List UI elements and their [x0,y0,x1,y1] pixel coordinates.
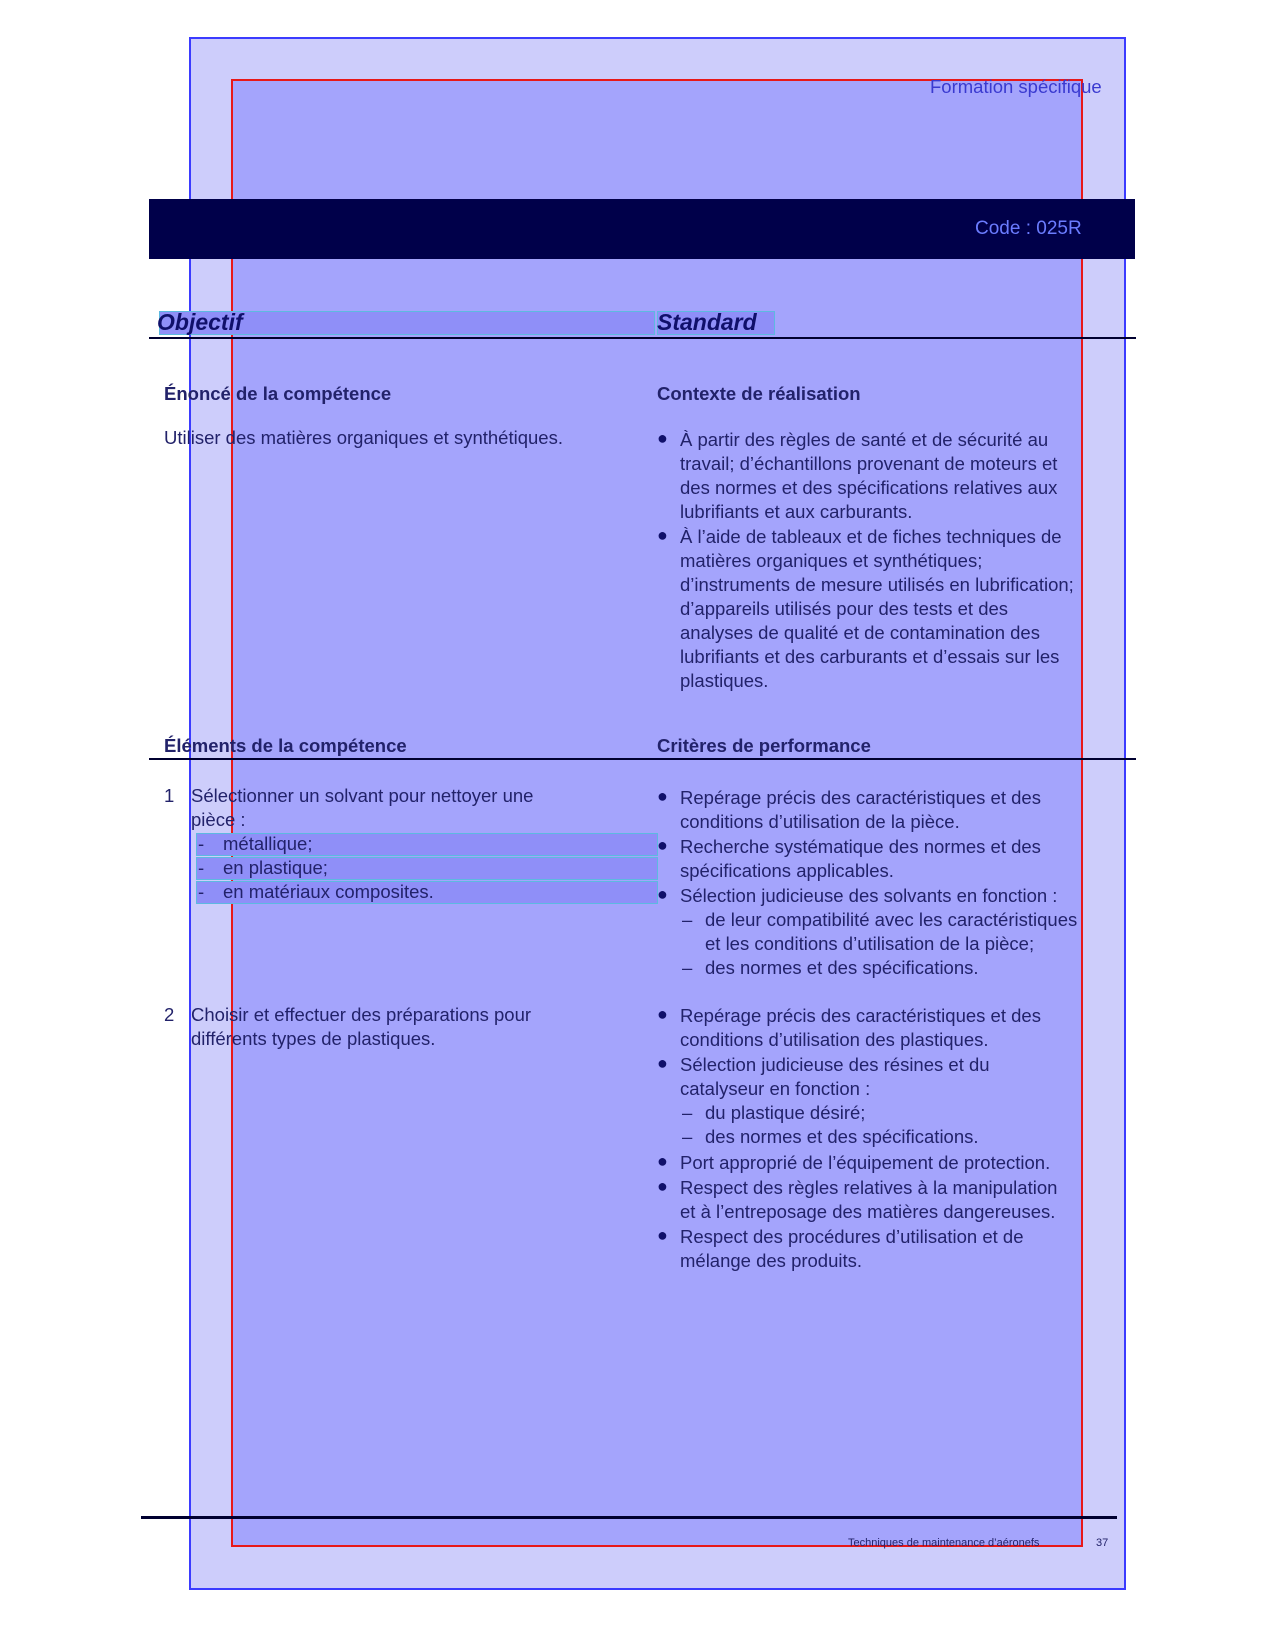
criteria-line: spécifications applicables. [680,860,894,881]
criteria-line: Sélection judicieuse des résines et du [680,1054,990,1075]
bullet-icon: ● [657,1225,668,1245]
criteria-line: Respect des procédures d’utilisation et de [680,1226,1024,1247]
criteres-heading: Critères de performance [657,735,871,756]
bullet-icon: ● [657,525,668,545]
criteria-line: catalyseur en fonction : [680,1078,871,1099]
objectif-title: Objectif [157,309,243,335]
dash-icon: – [682,1102,693,1123]
bullet-icon: ● [657,884,668,904]
element-text: pièce : [191,809,246,830]
contexte-line: lubrifiants et aux carburants. [680,501,913,522]
standard-title: Standard [657,309,757,335]
rule-elements [149,758,1136,760]
contexte-line: matières organiques et synthétiques; [680,550,983,571]
contexte-line: d’appareils utilisés pour des tests et des [680,598,1009,619]
dash-icon: - [198,833,205,854]
criteria-line: Repérage précis des caractéristiques et des [680,787,1041,808]
dash-icon: - [198,857,205,878]
dash-icon: – [682,957,693,978]
criteria-subline: de leur compatibilité avec les caractéristiques [705,909,1078,930]
contexte-line: lubrifiants et des carburants et d’essais sur les [680,646,1060,667]
bullet-icon: ● [657,1004,668,1024]
criteria-subline: des normes et des spécifications. [705,1126,979,1147]
element-subitem: en matériaux composites. [223,881,434,902]
element-number: 1 [164,785,175,806]
contexte-line: d’instruments de mesure utilisés en lubrification; [680,574,1074,595]
criteria-line: Recherche systématique des normes et des [680,836,1041,857]
section-label: Formation spécifique [930,76,1102,97]
program-code: Code : 025R [975,218,1082,239]
contexte-line: À l’aide de tableaux et de fiches techniques de [680,526,1062,547]
element-text: Choisir et effectuer des préparations pour [191,1004,532,1025]
enonce-heading: Énoncé de la compétence [164,383,392,404]
criteria-subline: du plastique désiré; [705,1102,866,1123]
elements-heading: Éléments de la compétence [164,735,407,756]
contexte-line: plastiques. [680,670,769,691]
criteria-subline: des normes et des spécifications. [705,957,979,978]
footer-rule [141,1516,1117,1519]
bullet-icon: ● [657,786,668,806]
contexte-line: travail; d’échantillons provenant de moteurs et [680,453,1058,474]
element-subitem: métallique; [223,833,313,854]
criteria-line: mélange des produits. [680,1250,863,1271]
element-text: Sélectionner un solvant pour nettoyer une [191,785,534,806]
criteria-line: Respect des règles relatives à la manipulation [680,1177,1058,1198]
bullet-icon: ● [657,1053,668,1073]
dash-icon: - [198,881,205,902]
contexte-line: À partir des règles de santé et de sécurité au [680,429,1049,450]
element-subitem: en plastique; [223,857,328,878]
contexte-heading: Contexte de réalisation [657,383,861,404]
criteria-line: Sélection judicieuse des solvants en fonction : [680,885,1058,906]
bullet-icon: ● [657,428,668,448]
bullet-icon: ● [657,1151,668,1171]
dash-icon: – [682,909,693,930]
page-number: 37 [1096,1537,1109,1549]
criteria-line: Port approprié de l’équipement de protection. [680,1152,1051,1173]
rule-top [149,337,1136,339]
criteria-line: conditions d’utilisation de la pièce. [680,811,960,832]
bullet-icon: ● [657,1176,668,1196]
bullet-icon: ● [657,835,668,855]
criteria-line: et à l’entreposage des matières dangereuses. [680,1201,1056,1222]
element-text: différents types de plastiques. [191,1028,436,1049]
contexte-line: analyses de qualité et de contamination des [680,622,1040,643]
criteria-subline: et les conditions d’utilisation de la pièce; [705,933,1035,954]
contexte-line: des normes et des spécifications relatives aux [680,477,1058,498]
criteria-line: conditions d’utilisation des plastiques. [680,1029,989,1050]
enonce-text: Utiliser des matières organiques et synthétiques. [164,427,563,448]
footer-title: Techniques de maintenance d’aéronefs [848,1537,1040,1549]
dash-icon: – [682,1126,693,1147]
criteria-line: Repérage précis des caractéristiques et des [680,1005,1041,1026]
element-number: 2 [164,1004,175,1025]
